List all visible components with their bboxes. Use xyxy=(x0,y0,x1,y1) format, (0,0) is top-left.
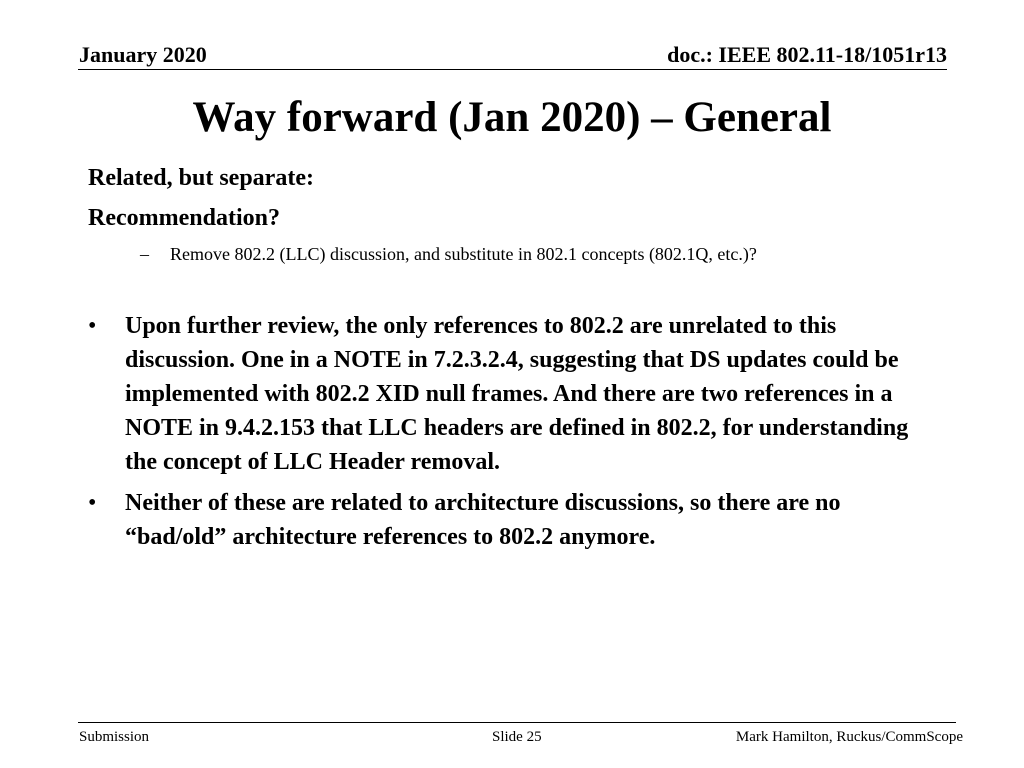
bullet-item xyxy=(88,486,938,554)
bullet-marker: • xyxy=(88,313,97,339)
bullet-list xyxy=(88,309,938,561)
recommendation-heading: Recommendation? xyxy=(88,205,280,231)
header-divider xyxy=(78,69,947,70)
footer-divider xyxy=(78,722,956,723)
related-heading: Related, but separate: xyxy=(88,165,314,191)
bullet-text: Neither of these are related to architecture discussions, so there are no “bad/old” architecture references to 802.2 anymore. xyxy=(125,490,841,550)
header-doc-id: doc.: IEEE 802.11-18/1051r13 xyxy=(667,42,947,67)
sub-item-text: Remove 802.2 (LLC) discussion, and substitute in 802.1 concepts (802.1Q, etc.)? xyxy=(170,244,757,264)
bullet-marker: • xyxy=(88,490,97,516)
footer-submission: Submission xyxy=(79,729,150,745)
bullet-text: Upon further review, the only references to 802.2 are unrelated to this discussion. One in a NOTE in 7.2.3.2.4, suggesting that DS updates could be implemented with 802.2 XID null frames. And there are two references in a NOTE in 9.4.2.153 that LLC headers are defined in 802.2, for understanding the concept of LLC Header removal. xyxy=(125,313,909,475)
sub-item xyxy=(140,242,757,266)
slide-title: Way forward (Jan 2020) – General xyxy=(192,94,832,141)
bullet-item xyxy=(88,309,938,479)
footer-slide-number: Slide 25 xyxy=(492,729,542,745)
header-date: January 2020 xyxy=(79,42,207,67)
dash-marker: – xyxy=(140,244,149,264)
footer-author: Mark Hamilton, Ruckus/CommScope xyxy=(735,729,963,745)
